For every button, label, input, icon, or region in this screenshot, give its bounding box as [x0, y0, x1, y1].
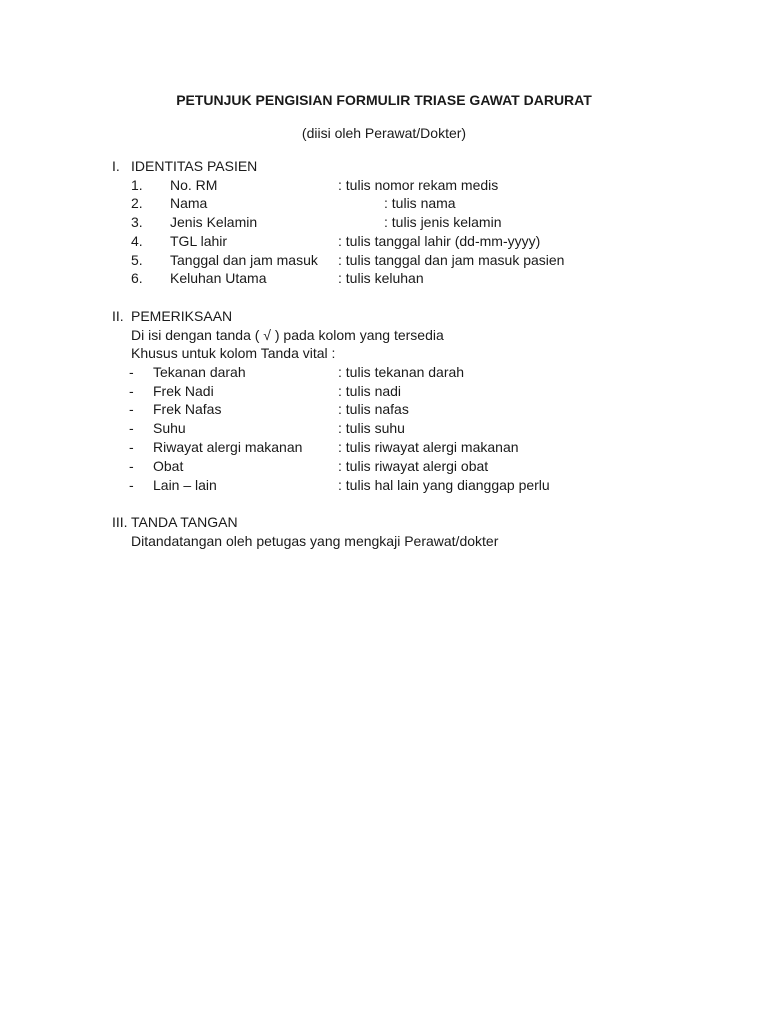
- section-2-item-dash: -: [129, 439, 134, 455]
- section-1-item-number: 5.: [131, 252, 143, 268]
- section-1-item-label: Jenis Kelamin: [170, 214, 258, 230]
- section-2-item-value: : tulis suhu: [338, 420, 405, 436]
- section-1-item-label: Tanggal dan jam masuk: [170, 252, 318, 268]
- section-2-item-dash: -: [129, 420, 134, 436]
- section-1-item-value: : tulis nama: [384, 195, 456, 211]
- section-1-item-number: 3.: [131, 214, 143, 230]
- section-2-item-label: Suhu: [153, 420, 186, 436]
- section-2-item-label: Tekanan darah: [153, 364, 246, 380]
- section-3-signature-note: Ditandatangan oleh petugas yang mengkaji Perawat/dokter: [131, 533, 499, 549]
- section-1-item-number: 2.: [131, 195, 143, 211]
- section-2-number: II.: [112, 308, 124, 324]
- section-2-item-dash: -: [129, 458, 134, 474]
- section-1-item-label: TGL lahir: [170, 233, 228, 249]
- section-1-item-value: : tulis keluhan: [338, 270, 424, 286]
- section-2-item-dash: -: [129, 401, 134, 417]
- section-2-item-value: : tulis riwayat alergi makanan: [338, 439, 519, 455]
- section-1-item-label: Nama: [170, 195, 208, 211]
- section-3-heading: TANDA TANGAN: [131, 514, 238, 530]
- section-2-heading: PEMERIKSAAN: [131, 308, 233, 324]
- section-2-item-value: : tulis riwayat alergi obat: [338, 458, 489, 474]
- section-1-item-value: : tulis tanggal lahir (dd-mm-yyyy): [338, 233, 541, 249]
- section-1-item-value: : tulis tanggal dan jam masuk pasien: [338, 252, 565, 268]
- section-1-item-label: Keluhan Utama: [170, 270, 267, 286]
- document-subtitle: (diisi oleh Perawat/Dokter): [301, 125, 467, 141]
- section-2-item-label: Obat: [153, 458, 184, 474]
- document-title: PETUNJUK PENGISIAN FORMULIR TRIASE GAWAT DARURAT: [176, 92, 592, 108]
- section-2-item-label: Frek Nafas: [153, 401, 222, 417]
- section-1-heading: IDENTITAS PASIEN: [131, 158, 258, 174]
- section-1-item-number: 4.: [131, 233, 143, 249]
- section-1-number: I.: [112, 158, 120, 174]
- section-1-item-value: : tulis nomor rekam medis: [338, 177, 499, 193]
- section-2-item-value: : tulis nafas: [338, 401, 409, 417]
- section-2-item-label: Lain – lain: [153, 477, 217, 493]
- section-2-item-dash: -: [129, 383, 134, 399]
- section-2-item-value: : tulis nadi: [338, 383, 402, 399]
- section-2-item-dash: -: [129, 477, 134, 493]
- section-2-item-label: Frek Nadi: [153, 383, 214, 399]
- section-2-instruction: Di isi dengan tanda ( √ ) pada kolom yang tersedia: [131, 327, 444, 343]
- section-1-item-number: 6.: [131, 270, 143, 286]
- section-2-item-value: : tulis tekanan darah: [338, 364, 465, 380]
- section-2-item-label: Riwayat alergi makanan: [153, 439, 303, 455]
- section-2-item-value: : tulis hal lain yang dianggap perlu: [338, 477, 550, 493]
- section-2-vital-note: Khusus untuk kolom Tanda vital :: [131, 345, 336, 361]
- section-1-item-label: No. RM: [170, 177, 218, 193]
- section-3-number: III.: [112, 514, 128, 530]
- section-2-item-dash: -: [129, 364, 134, 380]
- section-1-item-value: : tulis jenis kelamin: [384, 214, 502, 230]
- section-1-item-number: 1.: [131, 177, 143, 193]
